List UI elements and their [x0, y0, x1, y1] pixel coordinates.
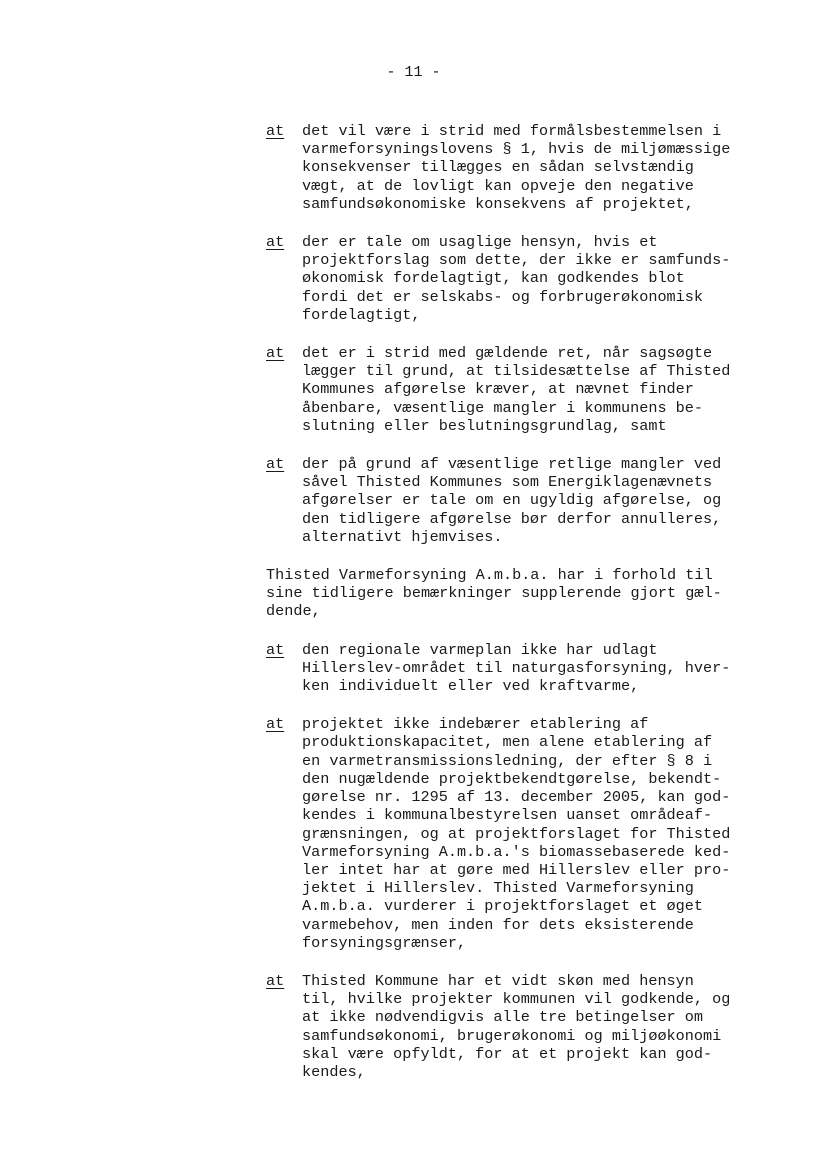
item-marker: at	[266, 344, 285, 363]
list-item	[266, 455, 746, 546]
item-text: Thisted Kommune har et vidt skøn med hensyn til, hvilke projekter kommunen vil godkende, og at ikke nødvendigvis alle tre betingelser om samfundsøkonomi, brugerøkonomi og miljøøkonomi skal være opfyldt, for at et projekt kan god- kendes,	[302, 971, 731, 1081]
item-text: den regionale varmeplan ikke har udlagt Hillerslev-området til naturgasforsyning, hver- ken individuelt eller ved kraftvarme,	[302, 640, 731, 696]
list-item	[266, 122, 746, 213]
document-body	[266, 122, 746, 1101]
item-text: der er tale om usaglige hensyn, hvis et projektforslag som dette, der ikke er samfunds- økonomisk fordelagtigt, kan godkendes blot fordi det er selskabs- og forbrugerøkonomisk fordelagtigt,	[302, 233, 731, 324]
item-marker: at	[266, 640, 285, 659]
list-item	[266, 972, 746, 1081]
item-marker: at	[266, 122, 285, 140]
item-marker: at	[266, 971, 285, 990]
list-item	[266, 641, 746, 696]
intro-paragraph: Thisted Varmeforsyning A.m.b.a. har i forhold til sine tidligere bemærkninger supplerende gjort gæl- dende,	[266, 566, 722, 621]
list-item	[266, 344, 746, 435]
item-marker: at	[266, 233, 285, 252]
item-text: der på grund af væsentlige retlige mangler ved såvel Thisted Kommunes som Energiklagenævnets afgørelser er tale om en ugyldig afgørelse, og den tidligere afgørelse bør derfor annulleres, alternativt hjemvises.	[302, 455, 722, 546]
item-text: det vil være i strid med formålsbestemmelsen i varmeforsyningslovens § 1, hvis de miljømæssige konsekvenser tillægges en sådan selvstændig vægt, at de lovligt kan opveje den negative samfundsøkonomiske konsekvens af projektet,	[302, 122, 731, 213]
list-item	[266, 233, 746, 324]
item-text: det er i strid med gældende ret, når sagsøgte lægger til grund, at tilsidesættelse af Thisted Kommunes afgørelse kræver, at nævnet finder åbenbare, væsentlige mangler i kommunens be- slutning eller beslutningsgrundlag, samt	[302, 344, 731, 435]
item-marker: at	[266, 715, 285, 734]
list-item	[266, 715, 746, 952]
item-text: projektet ikke indebærer etablering af produktionskapacitet, men alene etablering af en varmetransmissionsledning, der efter § 8 i den nugældende projektbekendtgørelse, bekendt- gørelse nr. 1295 af 13. december 2005, kan god- kendes i kommunalbestyrelsen uanset områdeaf- grænsningen, og at projektforslaget for Thisted Varmeforsyning A.m.b.a.'s biomassebaserede ked- ler intet har at gøre med Hillerslev eller pro- jektet i Hillerslev. Thisted Varmeforsyning A.m.b.a. vurderer i projektforslaget et øget varmebehov, men inden for dets eksisterende forsyningsgrænser,	[302, 715, 731, 952]
item-marker: at	[266, 455, 285, 474]
page-number: - 11 -	[386, 64, 441, 81]
